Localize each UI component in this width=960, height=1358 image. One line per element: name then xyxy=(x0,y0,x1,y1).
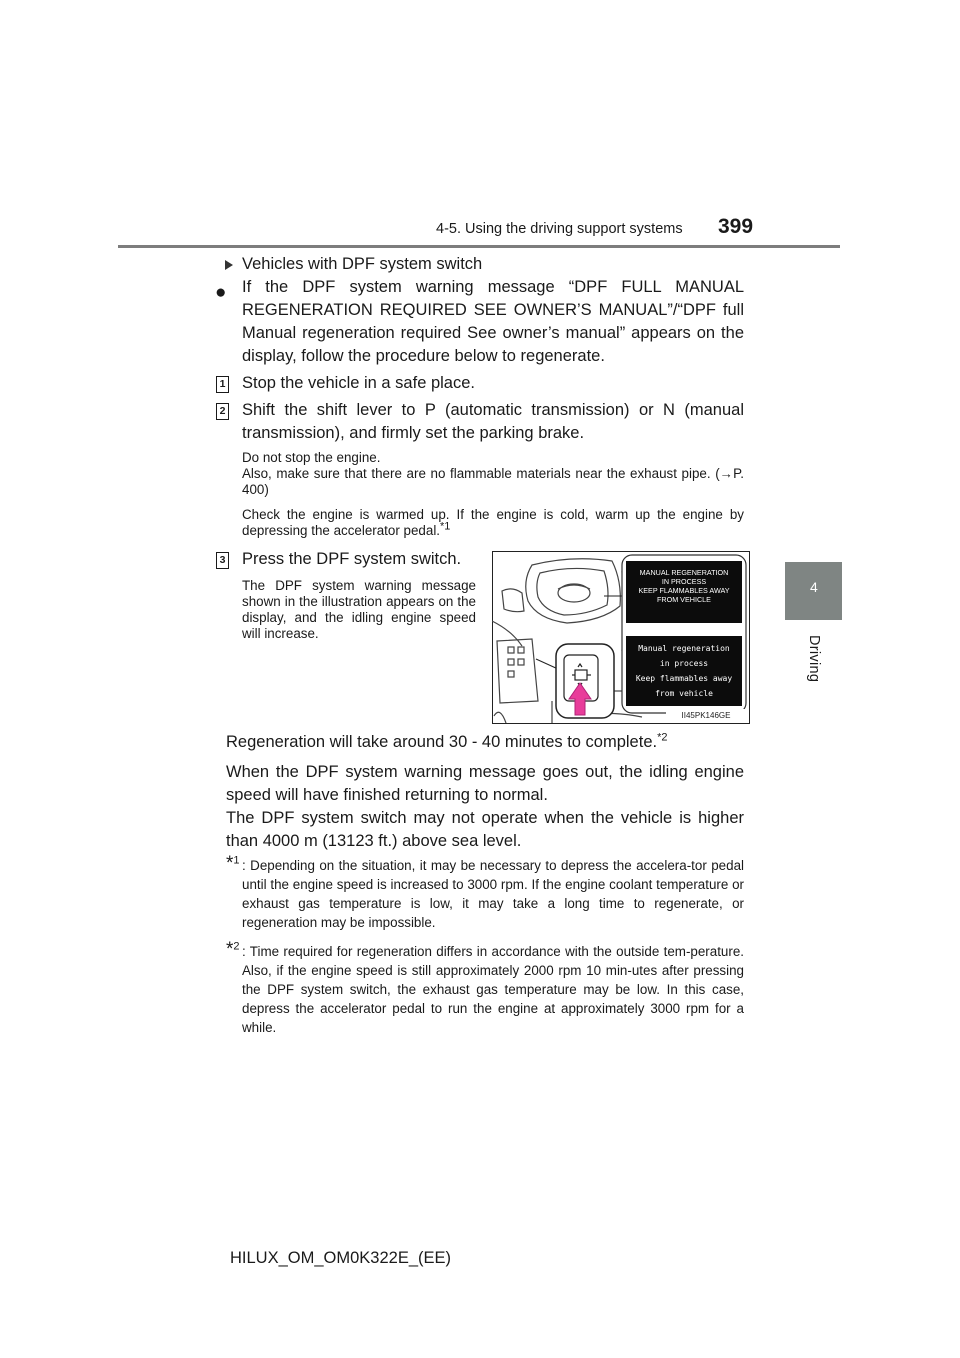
footnote-2-marker xyxy=(226,941,240,960)
lower-display-line-3: Keep flammables away xyxy=(635,674,733,683)
lower-display-line-2: in process xyxy=(659,659,709,668)
chapter-title: Driving xyxy=(806,635,822,683)
step-number-3: 3 xyxy=(216,552,229,569)
footnote-1-text: : Depending on the situation, it may be necessary to depress the accelera-tor pedal until the engine speed is increased to 3000 rpm. If the engine coolant temperature or exhaust gas temperature is low, it may take a long time to regenerate, or regeneration may be impossible. xyxy=(242,858,744,930)
footnote-ref-1: *1 xyxy=(440,520,451,533)
header-divider xyxy=(118,245,840,248)
upper-display-line-1: MANUAL REGENERATION xyxy=(639,568,729,577)
message-out-text: When the DPF system warning message goes out, the idling engine speed will have finished returning to normal. xyxy=(226,763,744,804)
step-number-2: 2 xyxy=(216,403,229,420)
illustration-code: II45PK146GE xyxy=(681,711,731,720)
regen-time-text xyxy=(226,731,746,754)
step-2-text: Shift the shift lever to P (automatic transmission) or N (manual transmission), and firmly set the parking brake. xyxy=(242,401,744,442)
footnote-2-number: 2 xyxy=(233,940,240,953)
footnote-1-number: 1 xyxy=(233,854,240,867)
regen-time: Regeneration will take around 30 - 40 minutes to complete. xyxy=(226,733,658,751)
step-3-note: The DPF system warning message shown in the illustration appears on the display, and the idling engine speed will increase. xyxy=(242,578,476,641)
bullet-paragraph: If the DPF system warning message “DPF FULL MANUAL REGENERATION REQUIRED SEE OWNER’S MANUAL”/“DPF full Manual regeneration required See owner’s manual” appears on the display, follow the procedure below to regenerate. xyxy=(242,278,744,365)
dpf-switch-illustration xyxy=(492,551,750,724)
warmup-text: Check the engine is warmed up. If the engine is cold, warm up the engine by depressing the accelerator pedal. xyxy=(242,507,744,538)
chapter-tab-title xyxy=(785,620,842,730)
section-title: 4-5. Using the driving support systems xyxy=(436,221,683,237)
footnote-1-star: * xyxy=(226,853,234,874)
manual-code: HILUX_OM_OM0K322E_(EE) xyxy=(230,1249,452,1267)
chapter-tab-number xyxy=(785,562,842,620)
subheading-arrow-icon xyxy=(224,255,234,278)
step-1-text: Stop the vehicle in a safe place. xyxy=(242,374,475,392)
upper-display-line-2: IN PROCESS xyxy=(661,577,707,586)
chapter-number: 4 xyxy=(810,579,818,595)
footnote-2-star: * xyxy=(226,939,234,960)
step-3-text: Press the DPF system switch. xyxy=(242,550,462,568)
step-2-note-warmup xyxy=(242,507,744,539)
altitude-text: The DPF system switch may not operate when the vehicle is higher than 4000 m (13123 ft.) above sea level. xyxy=(226,809,744,850)
footnote-2-text: : Time required for regeneration differs in accordance with the outside tem-perature. Also, if the engine speed is still approximately 2000 rpm 10 min-utes after pressing the DPF system switch, the exhaust gas temperature may be low. In this case, depress the accelerator pedal to run the engine at approximately 3000 rpm for a while. xyxy=(242,944,744,1035)
upper-display-line-3: KEEP FLAMMABLES AWAY xyxy=(638,586,730,595)
step-2-note-engine: Do not stop the engine. xyxy=(242,450,381,465)
lower-display-line-1: Manual regeneration xyxy=(638,644,730,653)
footnote-ref-2: *2 xyxy=(657,731,668,744)
footnote-1-marker xyxy=(226,855,240,874)
bullet-dot-icon: ● xyxy=(215,282,227,303)
upper-display-line-4: FROM VEHICLE xyxy=(657,595,711,604)
lower-display-line-4: from vehicle xyxy=(655,689,713,698)
subheading: Vehicles with DPF system switch xyxy=(242,255,483,273)
page-number: 399 xyxy=(718,215,754,238)
step-2-note-flammables: Also, make sure that there are no flammable materials near the exhaust pipe. (→P. 400) xyxy=(242,466,744,497)
step-number-1: 1 xyxy=(216,376,229,393)
